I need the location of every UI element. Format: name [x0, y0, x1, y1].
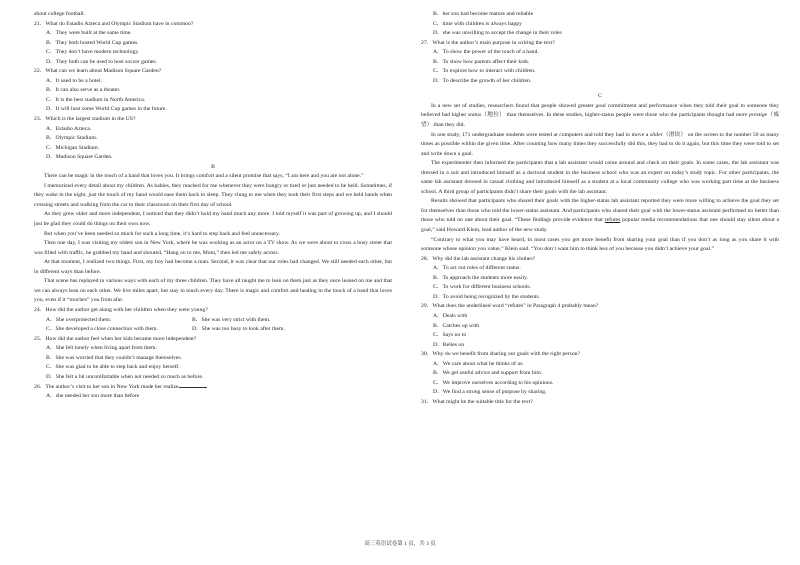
question-28-option-a[interactable]: A．To act out roles of different status.: [433, 265, 521, 272]
question-30-option-c[interactable]: C．We improve ourselves according to his opinions.: [433, 379, 554, 386]
passage-b-paragraph: I memorized every detail about my children. As babies, they reached for me whenever they were hungry or tired or just needed to be held. Sometimes, if they woke in the night, just the touch of my hand would ease them back to sleep. They clung to me when they took their first steps and we held hands when crossing streets and walking from the car to their classroom on their first day of school.: [34, 182, 392, 208]
gloss: （滑块）: [662, 131, 687, 138]
question-22-option-b[interactable]: B．It can also serve as a theater.: [46, 87, 121, 94]
section-c-heading: C: [598, 93, 602, 100]
question-30-option-b[interactable]: B．We get useful advice and support from him.: [433, 370, 543, 377]
passage-b-paragraph: As they grew older and more independent, I noticed that they didn’t hold my hand much any more. I told myself it was part of growing up, and I should just be glad they could do things on their own now.: [34, 211, 392, 228]
question-25-option-c[interactable]: C．She was glad to be able to step back and enjoy herself.: [46, 364, 180, 371]
question-23-option-d[interactable]: D．Madison Square Garden.: [46, 154, 113, 161]
text-run: than themselves. In these studies, higher-status people were those who the participants thought had: [505, 112, 736, 119]
question-26-option-a[interactable]: A．she needed her son more than before: [46, 392, 140, 399]
question-28-option-c[interactable]: C．To work for different business schools.: [433, 284, 532, 291]
passage-c-paragraph: [421, 102, 779, 131]
text-run: In one study, 171 undergraduate students were tested at computers and told they had to move a: [431, 131, 650, 138]
question-26-option-d[interactable]: D．she was unwilling to accept the change in their roles: [433, 30, 562, 37]
left-column: [34, 10, 392, 401]
question-30-option-d[interactable]: D．We find a strong sense of purpose by sharing.: [433, 389, 547, 396]
question-25-stem: 25．How did the author feel when her kids became more independent?: [34, 335, 197, 342]
gloss: （威望）: [421, 112, 780, 129]
question-21-option-d[interactable]: D．They both can be used to host soccer games.: [46, 58, 158, 65]
text-run: than they did.: [432, 122, 465, 129]
passage-c-paragraph: [421, 197, 779, 235]
question-27-option-d[interactable]: D．To describe the growth of her children.: [433, 77, 532, 84]
passage-b-paragraph: But when you’ve been needed so much for such a long time, it’s hard to step back and feel unnecessary.: [44, 230, 281, 237]
question-24-stem: 24．How did the author get along with her children when they were young?: [34, 306, 208, 313]
question-29-option-d[interactable]: D．Relies on: [433, 341, 465, 348]
text-run: Results showed that participants who shared their goals with the higher-status lab assistant reported they were more willing to achieve the goal they set for themselves than those who told the lower-status assistant. And participants who shared their goal with the lower-status assistant performed no better than those who told no one about their goal. “These findings provide evidence that: [421, 198, 779, 224]
question-29-option-a[interactable]: A．Deals with: [433, 312, 468, 319]
question-25-option-b[interactable]: B．She was worried that they couldn’t manage themselves.: [46, 354, 183, 361]
page-footer: 高三英语试卷第 1 页，共 3 页: [364, 541, 436, 547]
text-run: popular media recommendations that one should stay silent about a goal,” said Howard Klein, lead author of the new study.: [421, 217, 779, 234]
question-24-option-b[interactable]: B．She was very strict with them.: [192, 316, 271, 323]
question-28-option-b[interactable]: B．To approach the students more easily.: [433, 274, 528, 281]
question-24-option-a[interactable]: A．She overprotected them.: [46, 316, 112, 323]
question-27-stem: 27．What is the author’s main purpose in writing the text?: [421, 39, 555, 46]
question-28-stem: 28．Why did the lab assistant change his clothes?: [421, 255, 536, 262]
question-24-option-d[interactable]: D．She was too busy to look after them.: [192, 326, 285, 333]
passage-b-paragraph: Then one day, I was visiting my oldest son in New York, where he was working as an actor on a TV show. As we were about to cross a busy street that was filled with traffic, he grabbed my hand and shouted, “Hang on to me, Mom,” then led me safely across.: [34, 240, 392, 256]
gloss: （地位）: [481, 112, 505, 119]
italic-text: status: [467, 112, 482, 119]
underlined-word: refutes: [604, 217, 621, 224]
question-24-options-ab: [34, 316, 392, 326]
question-21-option-b[interactable]: B．They both hosted World Cup games.: [46, 39, 139, 46]
question-21-stem: 21．What do Estadio Azteca and Olympic Stadium have in common?: [34, 20, 194, 27]
question-29-stem: 29．What does the underlined word “refutes” in Paragraph 4 probably mean?: [421, 303, 599, 310]
italic-text: more prestige: [735, 112, 768, 119]
question-23-option-a[interactable]: A．Estadio Azteca.: [46, 125, 92, 132]
question-26-stem: [34, 382, 392, 392]
question-23-option-b[interactable]: B．Olympic Stadium.: [46, 135, 98, 142]
italic-text: goal: [595, 102, 606, 109]
text-run: on the screen to the number 50 as many times as possible within the given time. After counting how many times they successfully did this, they had to do it again, but this time they were told to set and write down a goal.: [421, 131, 780, 157]
question-27-option-c[interactable]: C．To explore how to interact with children.: [433, 68, 536, 75]
question-31-stem: 31．What might be the suitable title for the text?: [421, 398, 533, 405]
question-24-option-c[interactable]: C．She developed a close connection with them.: [46, 326, 158, 333]
question-27-option-b[interactable]: B．To show how parents affect their kids.: [433, 58, 530, 65]
question-21-option-a[interactable]: A．They were built at the same time.: [46, 30, 132, 37]
question-30-stem: 30．Why do we benefit from sharing our goals with the right person?: [421, 351, 581, 358]
question-21-option-c[interactable]: C．They don’t have modern technology.: [46, 49, 140, 56]
answer-blank[interactable]: [179, 382, 207, 388]
italic-text: slider: [649, 131, 663, 138]
passage-c-paragraph: [421, 131, 779, 160]
passage-b-paragraph: That scene has replayed in various ways with each of my three children. They have all taught me to lean on them just as they once leaned on me and that we can always lean on each other. We live miles apart, but stay in touch every day. There is magic and comfort and healing in the touch of a hand that loves you, even if it “touches” you from afar.: [34, 278, 392, 304]
question-20-tail: about college football.: [34, 11, 86, 17]
question-23-option-c[interactable]: C．Michigan Stadium.: [46, 144, 100, 151]
text-run: commitment and performance when they told their goal to someone they believed had higher: [421, 102, 779, 119]
question-22-option-a[interactable]: A．It used to be a hotel.: [46, 77, 102, 84]
question-22-option-c[interactable]: C．It is the best stadium in North America.: [46, 96, 146, 103]
passage-b-paragraph: At that moment, I realized two things. First, my boy had become a man. Second, it was clear that our roles had changed. We still needed each other, but in different ways than before.: [34, 259, 392, 275]
section-b-heading: B: [211, 163, 215, 170]
question-29-option-c[interactable]: C．Says no to: [433, 332, 467, 339]
question-29-option-b[interactable]: B．Catches up with: [433, 322, 480, 329]
passage-b-paragraph: There can be magic in the touch of a hand that loves you. It brings comfort and a silent promise that says, “I am here and you are not alone.”: [44, 173, 364, 180]
question-23-stem: 23．Which is the largest stadium in the US?: [34, 116, 136, 123]
question-26-option-b[interactable]: B．her son had become mature and reliable: [433, 11, 534, 17]
passage-c-paragraph: “Contrary to what you may have heard, in most cases you get more benefit from sharing your goal than if you don’t as long as you share it with someone whose opinion you value,” Klein said. “You don’t want him to think less of you because you didn’t achieve your goal.”: [421, 236, 779, 253]
question-30-option-a[interactable]: A．We care about what he thinks of us.: [433, 360, 524, 367]
passage-c-paragraph: The experimenter then informed the participants that a lab assistant would come around and check on their goals. In some cases, the lab assistant was dressed in a suit and introduced himself as a doctoral student in the business school who was an expert on today’s study topic. For other participants, the same lab assistant dressed in casual clothing and introduced himself as a student at a local community college who was working part time at the business school. A third group of participants didn’t share their goals with the lab assistant.: [421, 160, 779, 195]
question-22-option-d[interactable]: D．It will host some World Cup games in the future.: [46, 106, 167, 113]
text-run: In a new set of studies, researchers found that people showed greater: [431, 102, 596, 109]
question-22-stem: 22．What can we learn about Madison Square Garden?: [34, 68, 162, 75]
question-27-option-a[interactable]: A．To show the power of the touch of a hand.: [433, 49, 539, 56]
question-25-option-d[interactable]: D．She felt a bit uncomfortable when not needed so much as before.: [46, 373, 204, 380]
question-26-option-c[interactable]: C．time with children is always happy: [433, 20, 522, 27]
question-25-option-a[interactable]: A．She felt lonely when living apart from them.: [46, 345, 157, 352]
question-24-options-cd: [34, 325, 392, 335]
right-column: [421, 10, 779, 407]
question-28-option-d[interactable]: D．To avoid being recognized by the students.: [433, 293, 541, 300]
question-26-stem-text: 26．The author’s visit to her son in New York made her realize: [34, 384, 179, 391]
